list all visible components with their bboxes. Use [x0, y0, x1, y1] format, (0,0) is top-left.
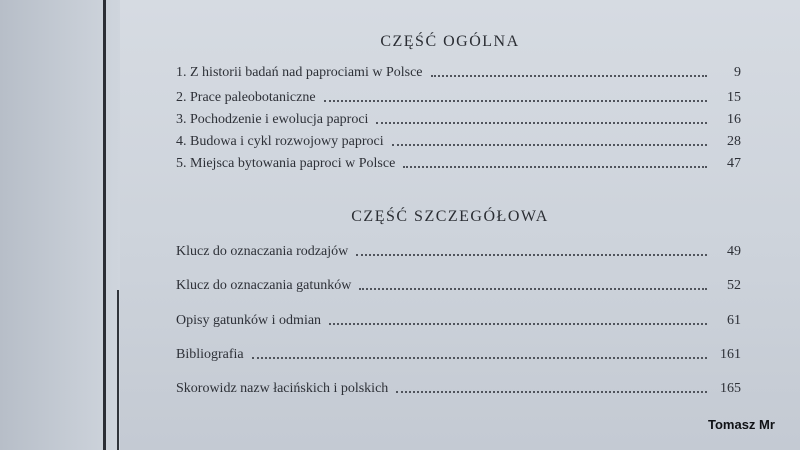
toc-entry-page: 47 — [727, 156, 741, 171]
toc-entry — [176, 86, 741, 106]
toc-dot-leader — [392, 132, 707, 146]
toc-entry-label: Klucz do oznaczania rodzajów — [176, 244, 349, 259]
toc-entry — [176, 130, 741, 150]
section-title-detailed: CZĘŚĆ SZCZEGÓŁOWA — [351, 208, 549, 225]
section-title-general: CZĘŚĆ OGÓLNA — [380, 33, 520, 50]
toc-entry — [176, 152, 741, 172]
toc-dot-leader — [252, 345, 707, 359]
toc-dot-leader — [356, 242, 707, 256]
toc-entry-page: 9 — [734, 65, 741, 80]
toc-dot-leader — [359, 276, 707, 290]
toc-entry — [176, 61, 741, 81]
toc-dot-leader — [329, 311, 707, 325]
toc-entry-label: 2. Prace paleobotaniczne — [176, 90, 316, 105]
toc-entry — [176, 240, 741, 260]
toc-entry-label: Skorowidz nazw łacińskich i polskich — [176, 381, 389, 396]
toc-entry-page: 61 — [727, 313, 741, 328]
toc-entry-page: 161 — [720, 347, 741, 362]
toc-entry — [176, 377, 741, 397]
toc-entry — [176, 343, 741, 363]
toc-dot-leader — [396, 379, 707, 393]
toc-entry-label: Klucz do oznaczania gatunków — [176, 278, 352, 293]
toc-entry-label: 1. Z historii badań nad paprociami w Polsce — [176, 65, 423, 80]
spine-inner-line — [117, 290, 119, 450]
toc-entry — [176, 274, 741, 294]
toc-entry-label: 3. Pochodzenie i ewolucja paproci — [176, 112, 369, 127]
toc-dot-leader — [324, 88, 707, 102]
toc-entry-page: 49 — [727, 244, 741, 259]
toc-entry-page: 52 — [727, 278, 741, 293]
toc-entry-label: 5. Miejsca bytowania paproci w Polsce — [176, 156, 396, 171]
toc-entry-label: Opisy gatunków i odmian — [176, 313, 322, 328]
toc-entry — [176, 108, 741, 128]
toc-dot-leader — [376, 110, 707, 124]
toc-entry-page: 15 — [727, 90, 741, 105]
watermark-signature: Tomasz Mr — [708, 417, 775, 432]
toc-entry-label: 4. Budowa i cykl rozwojowy paproci — [176, 134, 384, 149]
toc-dot-leader — [431, 63, 708, 77]
toc-entry-label: Bibliografia — [176, 347, 244, 362]
toc-entry — [176, 309, 741, 329]
toc-entry-page: 16 — [727, 112, 741, 127]
toc-dot-leader — [403, 154, 707, 168]
toc-entry-page: 28 — [727, 134, 741, 149]
toc-entry-page: 165 — [720, 381, 741, 396]
